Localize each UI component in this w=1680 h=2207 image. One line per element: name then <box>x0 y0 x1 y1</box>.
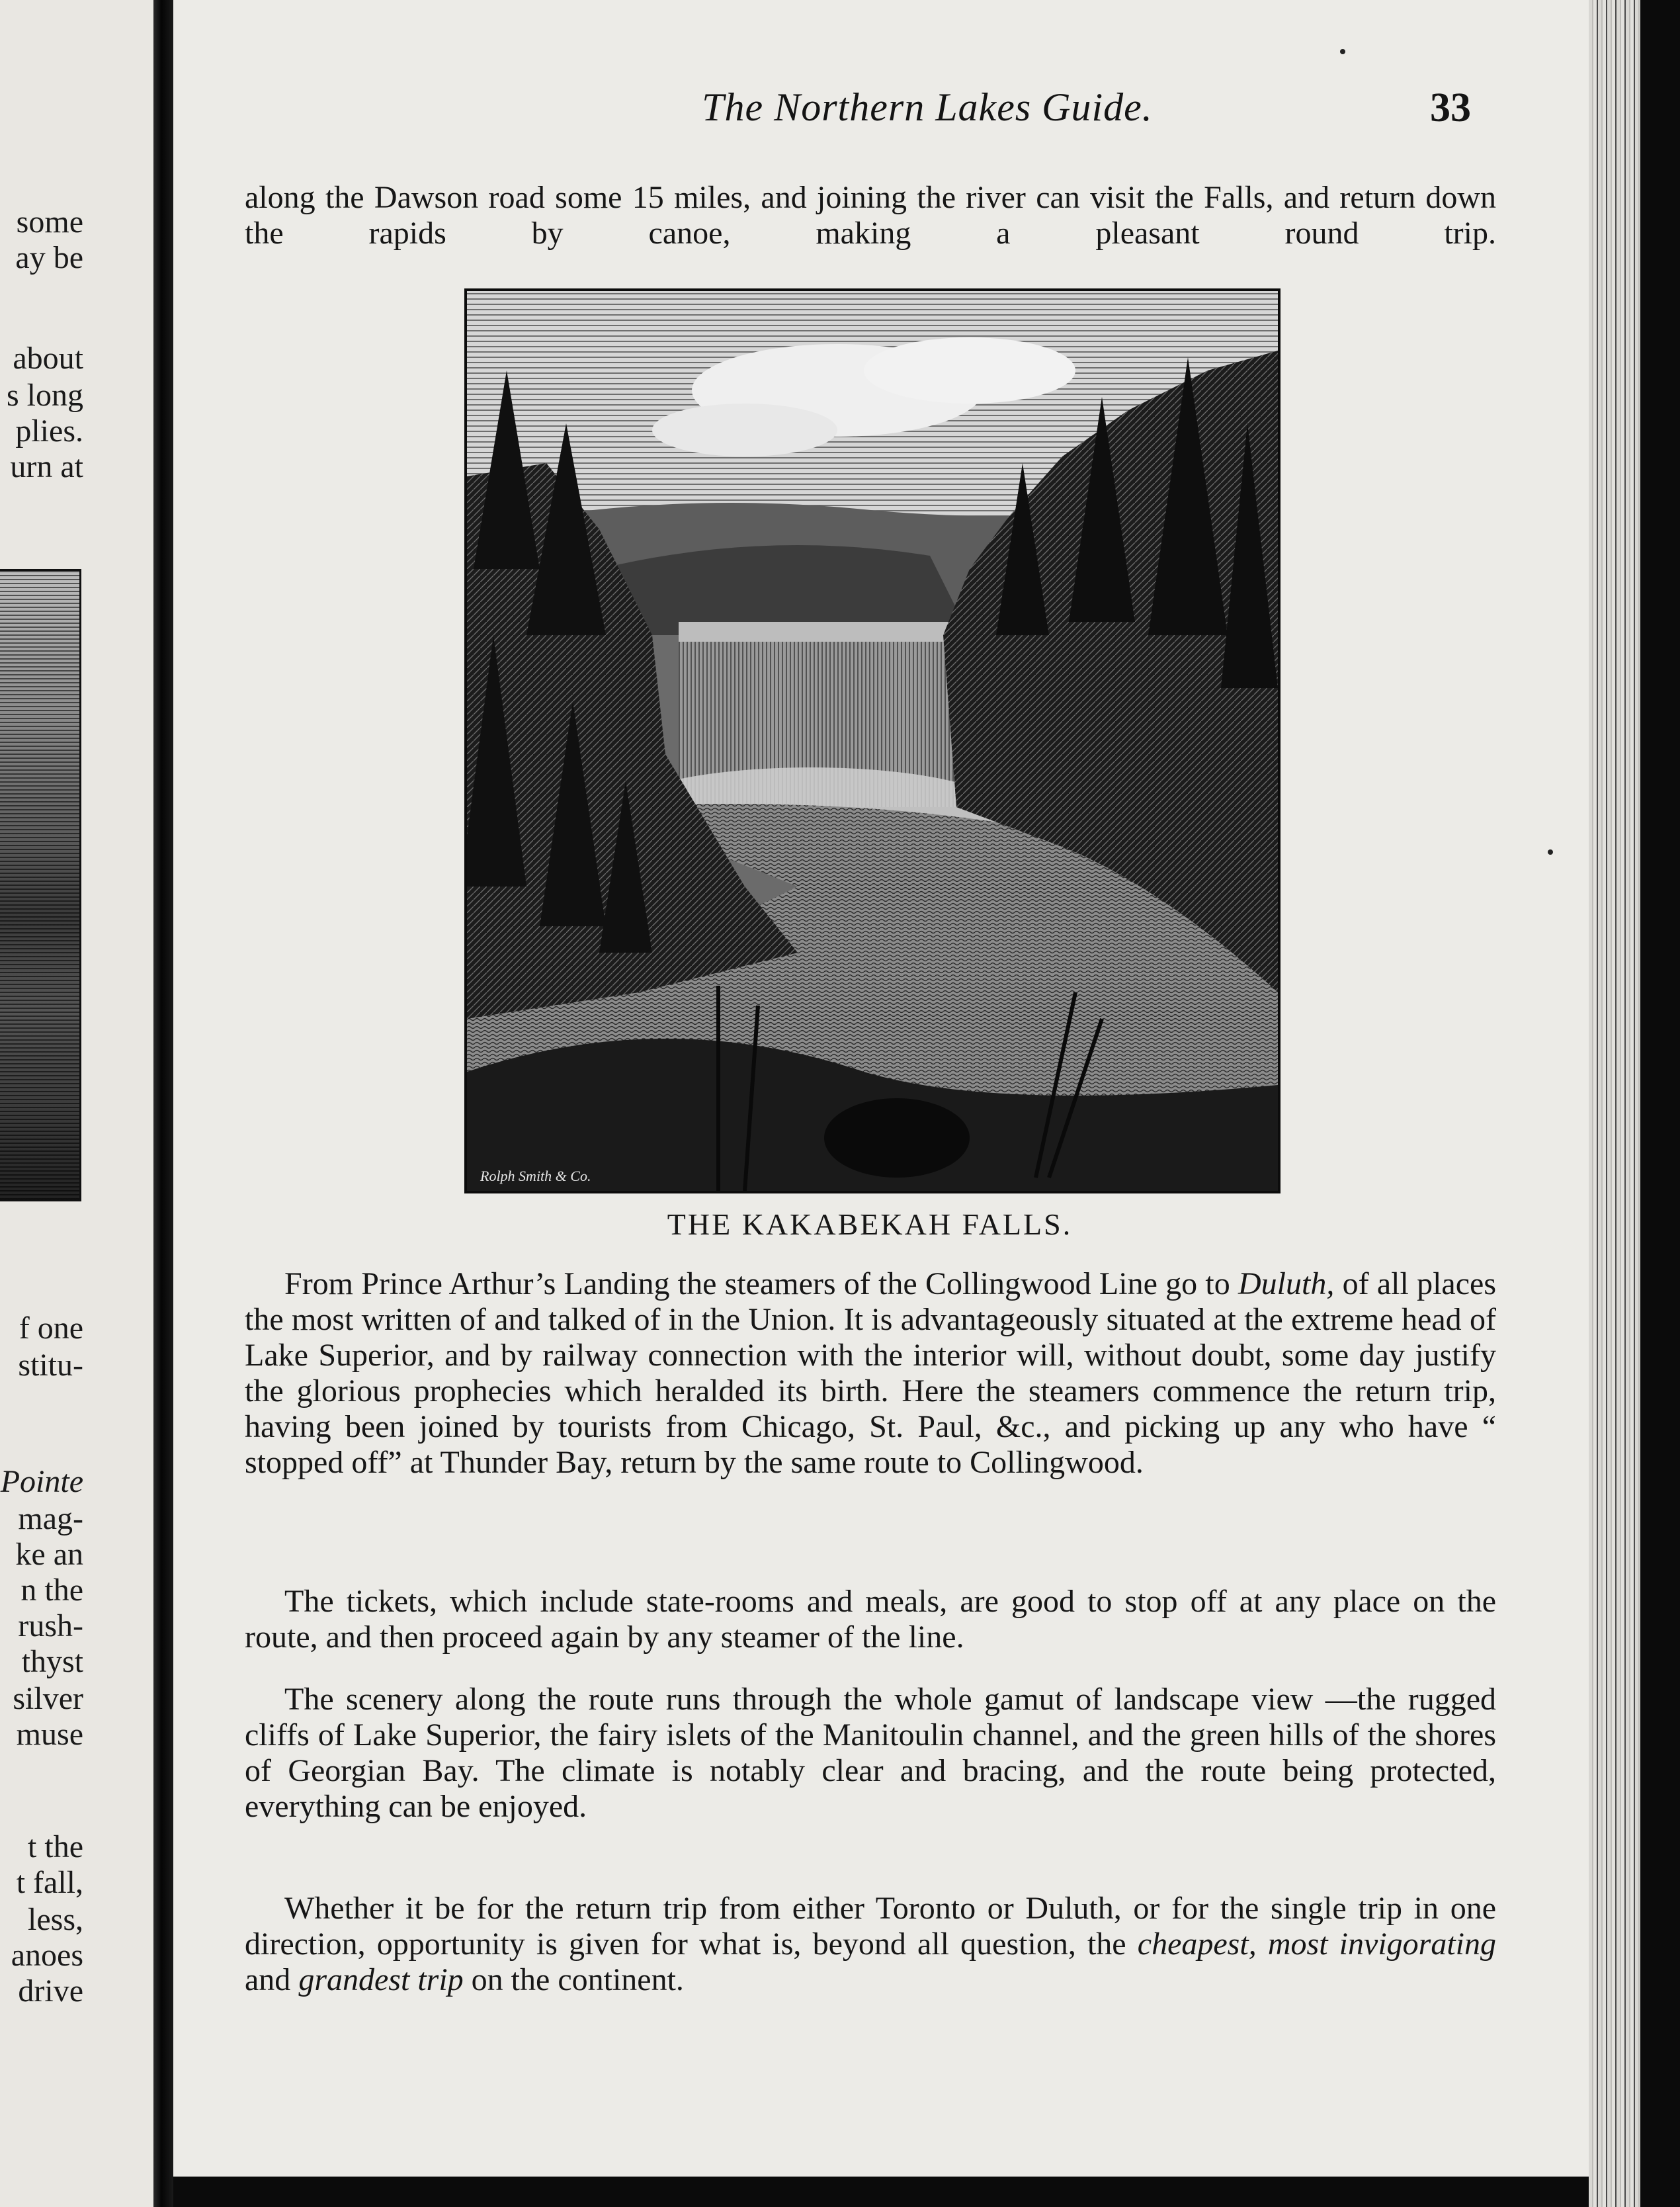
fragment-line: muse <box>16 1717 83 1752</box>
fragment-line: n the <box>21 1573 83 1608</box>
fragment-line: silver <box>13 1681 83 1716</box>
print-speck <box>1548 849 1553 855</box>
book-page <box>173 0 1589 2177</box>
fragment-line: about <box>13 341 83 376</box>
figure-caption: THE KAKABEKAH FALLS. <box>667 1207 1073 1241</box>
paragraph-scenery: The scenery along the route runs through the whole gamut of landscape view —the rugged cliffs of Lake Superior, the fairy islets of the Manitoulin channel, and the green hills of the shores of Georgian Bay. The climate is notably clear and bracing, and the route being protected, everything can be enjoyed. <box>245 1682 1496 1824</box>
engraving-illustration <box>467 291 1278 1191</box>
paragraph-text: and <box>245 1962 299 1997</box>
fragment-line: less, <box>28 1902 83 1937</box>
paragraph-text: From Prince Arthur’s Landing the steamers of the Collingwood Line go to <box>284 1266 1238 1301</box>
paragraph-duluth <box>245 1266 1496 1481</box>
fragment-line: t fall, <box>16 1865 83 1900</box>
fragment-line: mag- <box>18 1501 83 1536</box>
fragment-line: anoes <box>11 1938 83 1973</box>
fragment-line: plies. <box>15 413 83 449</box>
paragraph-italic-text: Duluth, <box>1238 1266 1335 1301</box>
paragraph-tickets: The tickets, which include state-rooms and meals, are good to stop off at any place on the route, and then proceed again by any steamer of the line. <box>245 1584 1496 1655</box>
fragment-line: thyst <box>21 1644 83 1679</box>
opening-paragraph: along the Dawson road some 15 miles, and joining the river can visit the Falls, and return down the rapids by canoe, making a pleasant round trip. <box>245 180 1496 251</box>
kakabekah-falls-engraving <box>464 288 1281 1193</box>
fragment-line: rush- <box>18 1608 83 1643</box>
previous-page-fragment <box>0 0 153 2207</box>
paragraph-text: on the continent. <box>463 1962 684 1997</box>
fragment-line: Pointe <box>0 1464 83 1499</box>
paragraph-text: Whether it be for the return trip from either Toronto or Duluth, or for the single trip in one direction, opportunity is given for what is, beyond all question, the <box>245 1891 1496 1962</box>
fragment-line: drive <box>18 1973 83 2009</box>
fragment-line: t the <box>28 1829 83 1864</box>
fragment-line: stitu- <box>18 1348 83 1383</box>
book-gutter <box>153 0 173 2207</box>
paragraph-text: of all places the most written of and talked of in the Union. It is advantageously situated at the extreme head of Lake Superior, and by railway connection with the interior will, without doubt, some day justify the glorious prophecies which heralded its birth. Here the steamers commence the return trip, having been joined by tourists from Chicago, St. Paul, &c., and picking up any who have “ stopped off” at Thunder Bay, return by the same route to Collingwood. <box>245 1266 1497 1480</box>
running-head-title: The Northern Lakes Guide. <box>702 85 1153 129</box>
paragraph-italic-text: grandest trip <box>298 1962 464 1997</box>
paragraph-return-trip <box>245 1891 1496 1998</box>
fragment-line: some <box>16 204 83 239</box>
fragment-line: ay be <box>15 240 83 275</box>
paragraph-italic-text: cheapest, most invigorating <box>1137 1926 1497 1962</box>
page-number: 33 <box>1430 85 1471 130</box>
fragment-line: ke an <box>15 1537 83 1572</box>
page-edges <box>1589 0 1680 2207</box>
fragment-line: urn at <box>10 449 83 484</box>
engraver-signature: Rolph Smith & Co. <box>480 1168 591 1184</box>
previous-page-engraving <box>0 569 81 1201</box>
fragment-line: f one <box>19 1311 83 1346</box>
print-speck <box>1340 49 1345 54</box>
fragment-line: s long <box>6 378 83 413</box>
